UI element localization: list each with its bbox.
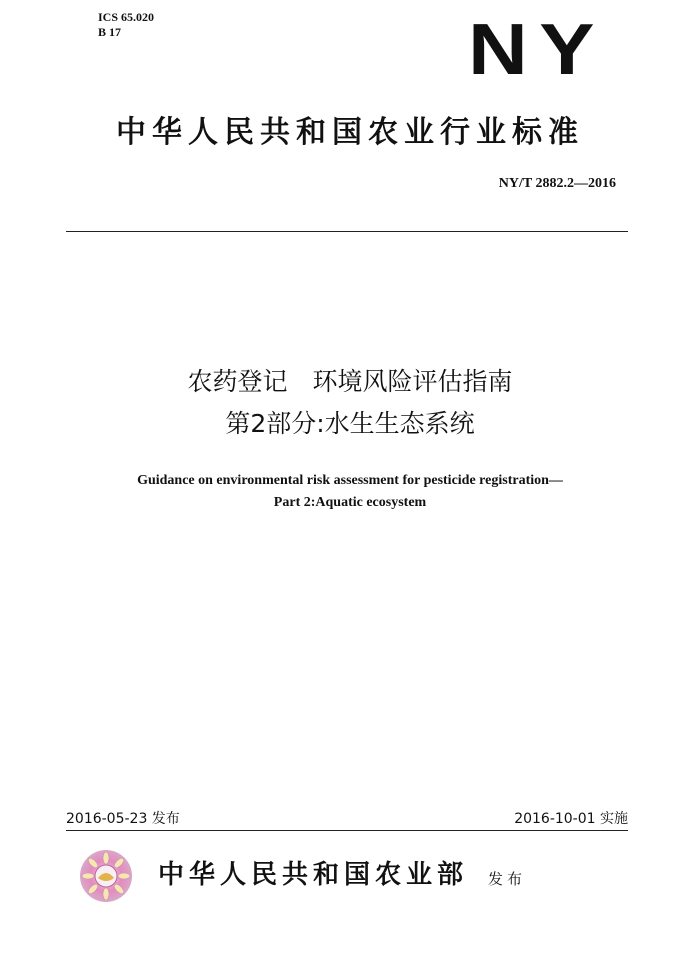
issuing-label: 发布 <box>488 870 527 888</box>
chinese-title-line2: 第2部分:水生生态系统 <box>225 409 475 438</box>
classification-codes <box>98 10 154 40</box>
issue-date: 2016-05-23 发布 <box>66 811 180 827</box>
header-divider <box>66 231 628 232</box>
ny-logo: NY <box>468 10 607 90</box>
ccs-code: B 17 <box>98 25 122 39</box>
implementation-date: 2016-10-01 实施 <box>514 811 628 827</box>
english-title-line2: Part 2:Aquatic ecosystem <box>273 495 427 510</box>
ministry-emblem-icon <box>78 848 134 904</box>
standard-category-title: 中华人民共和国农业行业标准 <box>116 115 584 150</box>
standard-number: NY/T 2882.2—2016 <box>498 176 616 191</box>
issuing-authority: 中华人民共和国农业部 <box>158 860 469 890</box>
chinese-title-line1: 农药登记 环境风险评估指南 <box>187 367 513 396</box>
english-title-line1: Guidance on environmental risk assessment for pesticide registration— <box>137 473 563 488</box>
ics-code: ICS 65.020 <box>98 10 155 24</box>
footer-divider <box>66 830 628 831</box>
